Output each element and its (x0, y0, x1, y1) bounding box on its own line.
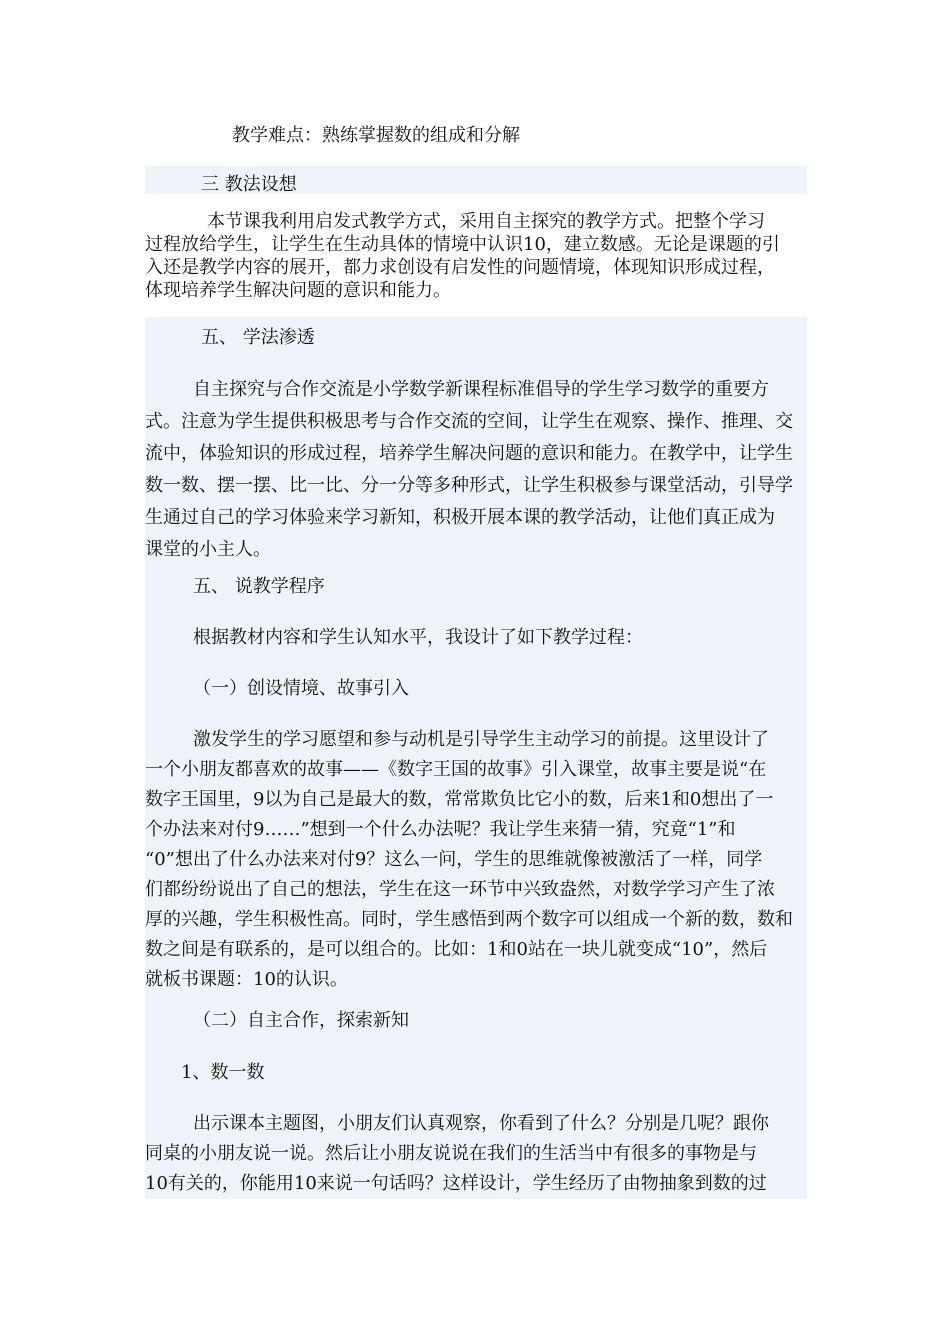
paragraph-line: “0”想出了什么办法来对付9？这么一问，学生的思维就像被激活了一样，同学 (145, 849, 763, 870)
paragraph-line: 生通过自己的学习体验来学习新知，积极开展本课的教学活动，让他们真正成为 (145, 507, 775, 528)
sub1-paragraph (145, 725, 807, 995)
paragraph-line: 出示课本主题图，小朋友们认真观察，你看到了什么？分别是几呢？跟你 (193, 1113, 769, 1134)
paragraph-line: 课堂的小主人。 (145, 539, 271, 560)
paragraph-line: 体现培养学生解决问题的意识和能力。 (145, 280, 451, 301)
item1-heading: 1、数一数 (181, 1062, 265, 1083)
paragraph-line: 本节课我利用启发式教学方式，采用自主探究的教学方式。把整个学习 (207, 211, 765, 232)
section5b-heading: 五、 说教学程序 (193, 576, 325, 597)
paragraph-line: 自主探究与合作交流是小学数学新课程标准倡导的学生学习数学的重要方 (193, 379, 769, 400)
section5a-paragraph (145, 374, 807, 566)
paragraph-line: 一个小朋友都喜欢的故事——《数字王国的故事》引入课堂，故事主要是说“在 (145, 759, 767, 780)
paragraph-line: 数字王国里，9以为自己是最大的数，常常欺负比它小的数，后来1和0想出了一 (145, 789, 774, 810)
section5a-heading: 五、 学法渗透 (201, 327, 315, 348)
paragraph-line: 数之间是有联系的，是可以组合的。比如：1和0站在一块儿就变成“10”，然后 (145, 939, 768, 960)
sub2-heading: （二）自主合作，探索新知 (193, 1010, 409, 1031)
procedure-intro: 根据教材内容和学生认知水平，我设计了如下教学过程： (193, 627, 643, 648)
sub1-heading: （一）创设情境、故事引入 (193, 678, 409, 699)
paragraph-line: 数一数、摆一摆、比一比、分一分等多种形式，让学生积极参与课堂活动，引导学 (145, 475, 793, 496)
paragraph-line: 式。注意为学生提供积极思考与合作交流的空间，让学生在观察、操作、推理、交 (145, 411, 793, 432)
paragraph-line: 就板书课题：10的认识。 (145, 969, 348, 990)
paragraph-line: 激发学生的学习愿望和参与动机是引导学生主动学习的前提。这里设计了 (193, 729, 769, 750)
paragraph-line: 同桌的小朋友说一说。然后让小朋友说说在我们的生活当中有很多的事物是与 (145, 1143, 757, 1164)
paragraph-line: 厚的兴趣，学生积极性高。同时，学生感悟到两个数字可以组成一个新的数，数和 (145, 909, 793, 930)
section3-heading: 三 教法设想 (201, 174, 297, 195)
paragraph-line: 入还是教学内容的展开，都力求创设有启发性的问题情境，体现知识形成过程， (145, 257, 775, 278)
section3-paragraph (145, 210, 807, 302)
paragraph-line: 流中，体验知识的形成过程，培养学生解决问题的意识和能力。在教学中，让学生 (145, 443, 793, 464)
paragraph-line: 个办法来对付9……”想到一个什么办法呢？我让学生来猜一猜，究竟“1”和 (145, 819, 736, 840)
paragraph-line: 过程放给学生，让学生在生动具体的情境中认识10，建立数感。无论是课题的引 (145, 234, 780, 255)
item1-paragraph (145, 1109, 807, 1199)
paragraph-line: 10有关的，你能用10来说一句话吗？这样设计，学生经历了由物抽象到数的过 (145, 1173, 767, 1194)
difficulty-line: 教学难点：熟练掌握数的组成和分解 (232, 125, 520, 146)
paragraph-line: 们都纷纷说出了自己的想法，学生在这一环节中兴致盎然，对数学学习产生了浓 (145, 879, 775, 900)
